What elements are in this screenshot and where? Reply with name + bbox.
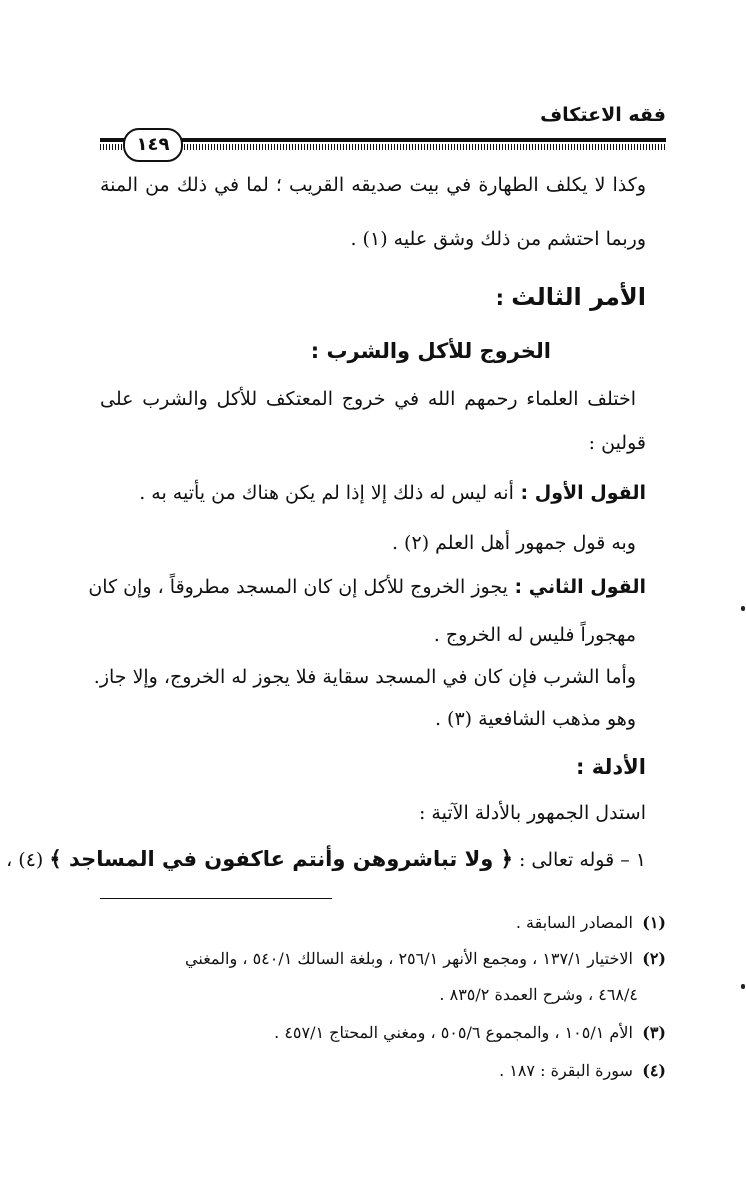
second-opinion [88, 572, 646, 602]
footnote-4 [95, 1058, 666, 1084]
page-number: ١٤٩ [123, 128, 183, 162]
second-opinion-text: يجوز الخروج للأكل إن كان المسجد مطروقاً ، وإن كان [88, 576, 508, 598]
disagree-line-2: قولين : [588, 432, 646, 454]
second-opinion-label: القول الثاني : [507, 576, 646, 598]
footnote-text: الأم ١٠٥/١ ، والمجموع ٥٠٥/٦ ، ومغني المحتاج ٤٥٧/١ . [274, 1023, 633, 1042]
third-matter-title: الأمر الثالث [511, 283, 646, 311]
footnote-text: الاختيار ١٣٧/١ ، ومجمع الأنهر ٢٥٦/١ ، وبلغة السالك ٥٤٠/١ ، والمغني [185, 949, 633, 968]
first-opinion-text: أنه ليس له ذلك إلا إذا لم يكن هناك من يأتيه به . [139, 482, 514, 504]
quran-verse: ﴿ ولا تباشروهن وأنتم عاكفون في المساجد ﴾ [49, 847, 513, 871]
footnote-number: (٢) [642, 949, 666, 968]
third-matter-heading [100, 282, 646, 314]
footnote-1 [95, 910, 666, 936]
first-opinion [100, 478, 646, 508]
second-opinion-continued: مهجوراً فليس له الخروج . [433, 624, 636, 646]
footnote-2-continued [95, 982, 638, 1008]
exit-heading: الخروج للأكل والشرب : [310, 339, 551, 363]
body-line-2: وربما احتشم من ذلك وشق عليه (١) . [350, 228, 646, 250]
verse-line [6, 844, 646, 875]
footnote-number: (٣) [642, 1023, 666, 1042]
header-hatch-rule [100, 144, 666, 150]
first-opinion-label: القول الأول : [513, 482, 646, 504]
footnote-2 [95, 946, 666, 972]
header-rule [100, 138, 666, 142]
footnote-text: المصادر السابقة . [515, 913, 633, 932]
evidence-heading: الأدلة : [576, 755, 646, 779]
footnote-separator [100, 898, 332, 899]
verse-footnote-ref: (٤) ، [6, 849, 50, 871]
footnote-number: (٤) [642, 1061, 666, 1080]
body-line-1: وكذا لا يكلف الطهارة في بيت صديقه القريب ؛ لما في ذلك من المنة [100, 174, 646, 196]
footnote-text: ٤٦٨/٤ ، وشرح العمدة ٨٣٥/٢ . [439, 985, 638, 1004]
verse-prefix: ١ – قوله تعالى : [512, 849, 646, 871]
drink-line: وأما الشرب فإن كان في المسجد سقاية فلا يجوز له الخروج، وإلا جاز. [93, 666, 636, 688]
footnote-3 [95, 1020, 666, 1046]
running-header-title: فقه الاعتكاف [540, 104, 666, 126]
third-matter-colon: : [495, 286, 512, 310]
majority-line: وبه قول جمهور أهل العلم (٢) . [391, 532, 636, 554]
disagree-line-1: اختلف العلماء رحمهم الله في خروج المعتكف للأكل والشرب على [100, 388, 636, 410]
scan-mark [741, 606, 745, 611]
footnote-number: (١) [642, 913, 666, 932]
shafii-line: وهو مذهب الشافعية (٣) . [434, 708, 636, 730]
majority-evidence-line: استدل الجمهور بالأدلة الآتية : [418, 802, 646, 824]
scan-mark [741, 984, 745, 989]
footnote-text: سورة البقرة : ١٨٧ . [499, 1061, 633, 1080]
